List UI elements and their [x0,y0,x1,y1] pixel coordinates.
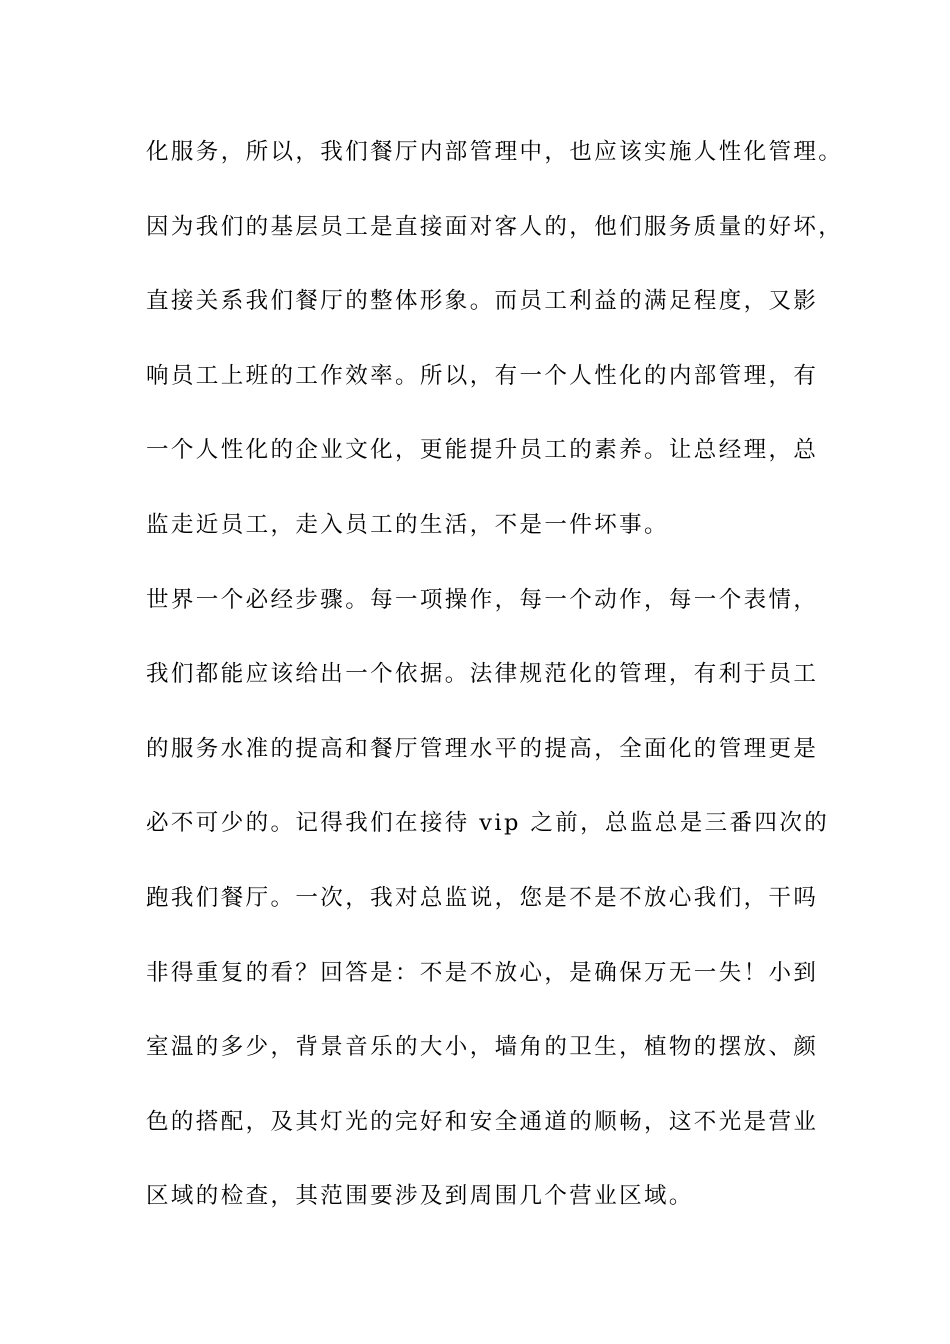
text-line: 直接关系我们餐厅的整体形象。而员工利益的满足程度，又影 [146,288,819,315]
text-line: 化服务，所以，我们餐厅内部管理中，也应该实施人性化管理。 [146,139,844,165]
document-body [146,130,844,1249]
text-line: 响员工上班的工作效率。所以，有一个人性化的内部管理，有 [146,362,819,389]
text-line: 一个人性化的企业文化，更能提升员工的素养。让总经理，总 [146,437,819,464]
text-line: 监走近员工，走入员工的生活，不是一件坏事。 [146,511,669,538]
text-line: 因为我们的基层员工是直接面对客人的，他们服务质量的好坏， [146,213,844,240]
paragraph [146,578,836,1249]
text-line: 区域的检查，其范围要涉及到周围几个营业区域。 [146,1183,694,1210]
paragraph [146,130,844,578]
text-line: 的服务水准的提高和餐厅管理水平的提高，全面化的管理更是 [146,735,819,762]
text-line: 色的搭配，及其灯光的完好和安全通道的顺畅，这不光是营业 [146,1108,819,1135]
text-line: 非得重复的看？回答是：不是不放心，是确保万无一失！小到 [146,959,819,986]
text-line: 跑我们餐厅。一次，我对总监说，您是不是不放心我们，干吗 [146,884,819,911]
text-line: 室温的多少，背景音乐的大小，墙角的卫生，植物的摆放、颜 [146,1034,819,1061]
text-line: 世界一个必经步骤。每一项操作，每一个动作，每一个表情， [146,586,819,613]
text-line: 我们都能应该给出一个依据。法律规范化的管理，有利于员工 [146,661,819,688]
text-line: 必不可少的。记得我们在接待 vip 之前，总监总是三番四次的 [146,810,830,837]
